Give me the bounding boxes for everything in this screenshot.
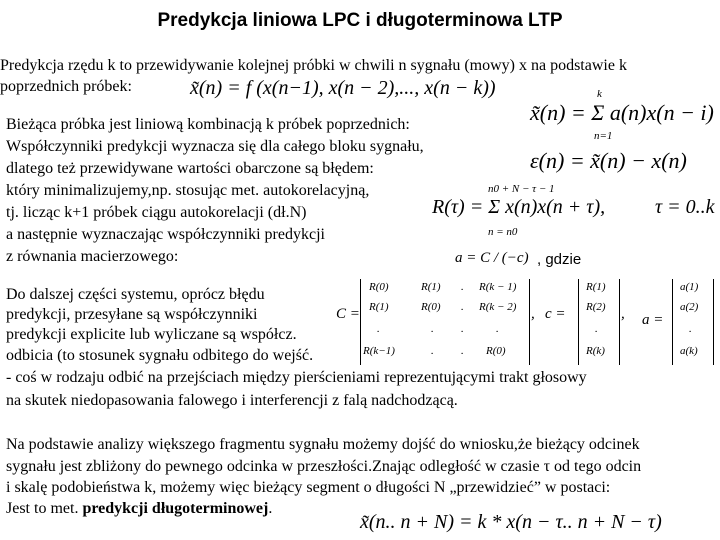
matrix-C-cell: . — [377, 323, 380, 335]
matrix-C-cell: R(0) — [369, 281, 389, 293]
matrix-C-cell: . — [461, 301, 464, 313]
ltp-line-1: Na podstawie analizy większego fragmentu sygnału możemy dojść do wniosku,że bieżący odcinek — [6, 436, 640, 453]
matrix-C-cell: R(k − 1) — [479, 281, 517, 293]
sum-lower-limit: n=1 — [594, 130, 613, 142]
matrix-line-1: Do dalszej części systemu, oprócz błędu — [6, 286, 265, 303]
matrix-line-6: na skutek niedopasowania falowego i interferencji z falą nadchodzącą. — [6, 392, 458, 409]
lpc-line-1: Bieżąca próbka jest liniową kombinacją k próbek poprzednich: — [6, 116, 410, 133]
ltp-last-suffix: . — [268, 500, 273, 517]
matrix-C-cell: R(k−1) — [363, 345, 395, 357]
lpc-line-2: Współczynniki predykcji wyznacza się dla całego bloku sygnału, — [6, 138, 424, 155]
matrix-line-3: predykcji explicite lub wyliczane są współcz. — [6, 326, 297, 343]
matrix-C-cell: . — [461, 281, 464, 293]
error-equation: ε(n) = x̃(n) − x(n) — [530, 148, 687, 173]
vector-c — [578, 279, 620, 365]
matrix-C — [360, 279, 530, 365]
lpc-line-3: dlatego też przewidywane wartości obarczone są błędem: — [6, 160, 374, 177]
autocorr-upper-limit: n0 + N − τ − 1 — [488, 183, 555, 195]
c-label: c = — [545, 306, 566, 322]
intro-line-2: poprzednich próbek: — [0, 78, 132, 95]
ltp-method-name: predykcji długoterminowej — [82, 500, 269, 517]
lpc-line-6: a następnie wyznaczając współczynniki predykcji — [6, 226, 325, 243]
matrix-comma: , — [531, 306, 535, 322]
matrix-line-5: - coś w rodzaju odbić na przejściach między pierścieniami reprezentującymi trakt głosowy — [6, 369, 587, 386]
ltp-line-4 — [6, 499, 272, 519]
matrix-C-cell: . — [496, 323, 499, 335]
solution-equation: a = C / (−c) — [455, 250, 529, 266]
matrix-line-2: predykcji, przesyłane są współczynniki — [6, 306, 258, 323]
lpc-line-5: tj. licząc k+1 próbek ciągu autokorelacji (dł.N) — [6, 204, 307, 221]
ltp-equation: x̃(n.. n + N) = k * x(n − τ.. n + N − τ) — [360, 511, 662, 533]
a-label: a = — [642, 312, 664, 328]
ltp-line-3: i skalę podobieństwa k, możemy więc bieżący segment o długości N „przewidzieć” w postaci: — [6, 479, 611, 496]
vector-c-cell: . — [595, 323, 598, 335]
autocorrelation-equation: R(τ) = Σ x(n)x(n + τ), — [432, 196, 606, 218]
C-label: C = — [336, 306, 360, 322]
intro-line-1: Predykcja rzędu k to przewidywanie kolejnej próbki w chwili n sygnału (mowy) x na podstawie k — [0, 57, 627, 74]
vector-a-cell: a(2) — [680, 301, 699, 313]
solution-suffix: , gdzie — [537, 251, 582, 268]
sum-upper-limit: k — [597, 88, 602, 100]
vector-comma: , — [621, 306, 625, 322]
lpc-line-7: z równania macierzowego: — [6, 248, 179, 265]
matrix-C-cell: R(k − 2) — [479, 301, 517, 313]
linear-combination-equation: x̃(n) = Σ a(n)x(n − i) — [530, 100, 714, 125]
intro-equation: x̃(n) = f (x(n−1), x(n − 2),..., x(n − k)) — [190, 77, 496, 99]
ltp-line-2: sygnału jest zbliżony do pewnego odcinka w przeszłości.Znając odległość w czasie τ od tego odcin — [6, 458, 642, 475]
vector-c-cell: R(k) — [586, 345, 605, 357]
matrix-C-cell: . — [431, 345, 434, 357]
vector-a-cell: a(k) — [680, 345, 698, 357]
matrix-C-cell: . — [461, 323, 464, 335]
matrix-C-cell: R(0) — [421, 301, 441, 313]
matrix-C-cell: R(1) — [421, 281, 441, 293]
page-title: Predykcja liniowa LPC i długoterminowa LTP — [157, 10, 563, 31]
vector-a-cell: . — [689, 323, 692, 335]
matrix-C-cell: R(0) — [486, 345, 506, 357]
vector-a-cell: a(1) — [680, 281, 699, 293]
matrix-C-cell: R(1) — [369, 301, 389, 313]
vector-c-cell: R(1) — [586, 281, 606, 293]
vector-c-cell: R(2) — [586, 301, 606, 313]
lpc-line-4: który minimalizujemy,np. stosując met. autokorelacyjną, — [6, 182, 370, 199]
autocorr-range: τ = 0..k — [655, 196, 715, 218]
vector-a — [672, 279, 714, 365]
matrix-C-cell: . — [461, 345, 464, 357]
matrix-line-4: odbicia (to stosunek sygnału odbitego do wejść. — [6, 347, 314, 364]
ltp-last-prefix: Jest to met. — [6, 500, 83, 517]
autocorr-lower-limit: n = n0 — [488, 226, 518, 238]
matrix-C-cell: . — [431, 323, 434, 335]
